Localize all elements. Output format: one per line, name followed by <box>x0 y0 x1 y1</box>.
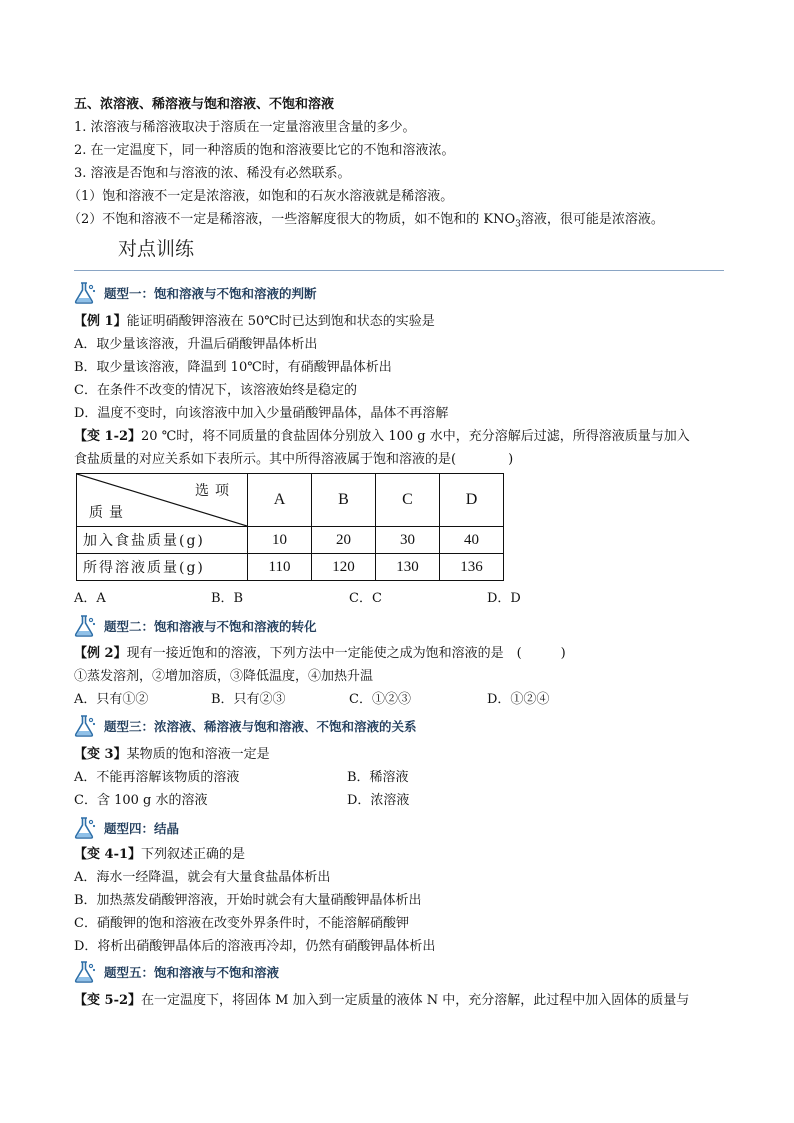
table-corner-top: 选项 <box>195 483 235 499</box>
section-point-2: 2. 在一定温度下，同一种溶质的饱和溶液要比它的不饱和溶液浓。 <box>74 143 455 158</box>
variant-1-2-stem-2: 食盐质量的对应关系如下表所示。其中所得溶液属于饱和溶液的是( ) <box>74 452 514 467</box>
section-point-1: 1. 浓溶液与稀溶液取决于溶质在一定量溶液里含量的多少。 <box>74 120 416 135</box>
heading-divider <box>74 270 724 271</box>
table-cell: 130 <box>376 554 440 581</box>
example-1-stem <box>74 313 435 331</box>
example-1-option-a: A．取少量该溶液，升温后硝酸钾晶体析出 <box>74 337 318 352</box>
question-type-1 <box>72 281 317 305</box>
variant-3-text: 某物质的饱和溶液一定是 <box>126 747 270 762</box>
question-type-3-label: 题型三：浓溶液、稀溶液与饱和溶液、不饱和溶液的关系 <box>104 719 417 734</box>
training-heading: 对点训练 <box>118 238 195 260</box>
question-type-4 <box>72 816 179 840</box>
section-point-3: 3. 溶液是否饱和与溶液的浓、稀没有必然联系。 <box>74 166 351 181</box>
option-d: D．D <box>487 591 521 606</box>
question-type-5-label: 题型五：饱和溶液与不饱和溶液 <box>104 965 280 980</box>
example-2-conditions: ①蒸发溶剂，②增加溶质，③降低温度，④加热升温 <box>74 669 374 684</box>
question-type-2-label: 题型二：饱和溶液与不饱和溶液的转化 <box>104 619 317 634</box>
variant-4-1-option-c: C．硝酸钾的饱和溶液在改变外界条件时，不能溶解硝酸钾 <box>74 916 409 931</box>
example-2-tag: 【例 2】 <box>74 646 127 661</box>
question-type-2 <box>72 614 317 638</box>
variant-1-2-text: 20 ℃时，将不同质量的食盐固体分别放入 100 g 水中，充分溶解后过滤，所得溶液质量与加入 <box>141 429 690 444</box>
variant-3-option-b: B．稀溶液 <box>347 770 409 785</box>
table-row-label: 所得溶液质量(g) <box>77 554 248 581</box>
question-type-3 <box>72 714 417 738</box>
example-1-option-c: C．在条件不改变的情况下，该溶液始终是稳定的 <box>74 383 357 398</box>
table-header-row <box>77 474 504 527</box>
table-cell: 136 <box>440 554 504 581</box>
flask-icon <box>72 281 98 305</box>
variant-1-2-stem-1 <box>74 428 690 446</box>
variant-3-stem <box>74 746 270 764</box>
option-c: C．C <box>349 591 382 606</box>
table-corner-cell <box>77 474 248 527</box>
table-header-cell: C <box>376 474 440 527</box>
variant-5-2-tag: 【变 5-2】 <box>74 993 142 1008</box>
variant-4-1-option-b: B．加热蒸发硝酸钾溶液，开始时就会有大量硝酸钾晶体析出 <box>74 893 422 908</box>
variant-4-1-stem <box>74 846 245 864</box>
example-1-option-b: B．取少量该溶液，降温到 10℃时，有硝酸钾晶体析出 <box>74 360 392 375</box>
variant-4-1-option-a: A．海水一经降温，就会有大量食盐晶体析出 <box>74 870 331 885</box>
question-type-4-label: 题型四：结晶 <box>104 821 180 836</box>
table-row <box>77 527 504 554</box>
section-point-5-pre: （2）不饱和溶液不一定是稀溶液，一些溶解度很大的物质，如不饱和的 KNO <box>68 212 516 227</box>
section-point-5-sub: 3 <box>515 219 521 230</box>
flask-icon <box>72 714 98 738</box>
salt-table <box>76 473 504 581</box>
variant-3-option-a: A．不能再溶解该物质的溶液 <box>74 770 240 785</box>
table-cell: 120 <box>312 554 376 581</box>
flask-icon <box>72 614 98 638</box>
option-c: C．①②③ <box>349 692 411 707</box>
table-header-cell: D <box>440 474 504 527</box>
table-corner-bottom: 质量 <box>89 505 129 521</box>
variant-4-1-text: 下列叙述正确的是 <box>141 847 246 862</box>
option-a: A．A <box>74 591 106 606</box>
table-cell: 40 <box>440 527 504 554</box>
section-point-5-post: 溶液，很可能是浓溶液。 <box>520 212 664 227</box>
section-point-5 <box>68 211 664 234</box>
section-point-4: （1）饱和溶液不一定是浓溶液，如饱和的石灰水溶液就是稀溶液。 <box>68 189 454 204</box>
variant-4-1-option-d: D．将析出硝酸钾晶体后的溶液再冷却，仍然有硝酸钾晶体析出 <box>74 939 436 954</box>
variant-3-option-c: C．含 100 g 水的溶液 <box>74 793 208 808</box>
table-cell: 110 <box>248 554 312 581</box>
flask-icon <box>72 816 98 840</box>
variant-5-2-text: 在一定温度下，将固体 M 加入到一定质量的液体 N 中，充分溶解，此过程中加入固体的质量与 <box>141 993 690 1008</box>
example-2-options <box>74 691 549 709</box>
table-row-label: 加入食盐质量(g) <box>77 527 248 554</box>
example-1-tag: 【例 1】 <box>74 314 127 329</box>
variant-1-2-tag: 【变 1-2】 <box>74 429 142 444</box>
option-b: B．只有②③ <box>211 692 286 707</box>
flask-icon <box>72 960 98 984</box>
variant-5-2-stem <box>74 992 689 1010</box>
table-row <box>77 554 504 581</box>
variant-1-2-options <box>74 590 521 608</box>
table-cell: 30 <box>376 527 440 554</box>
example-1-option-d: D．温度不变时，向该溶液中加入少量硝酸钾晶体，晶体不再溶解 <box>74 406 449 421</box>
example-1-text: 能证明硝酸钾溶液在 50℃时已达到饱和状态的实验是 <box>126 314 435 329</box>
option-b: B．B <box>211 591 244 606</box>
variant-3-option-d: D．浓溶液 <box>347 793 410 808</box>
table-header-cell: B <box>312 474 376 527</box>
table-cell: 20 <box>312 527 376 554</box>
option-a: A．只有①② <box>74 692 149 707</box>
table-cell: 10 <box>248 527 312 554</box>
variant-4-1-tag: 【变 4-1】 <box>74 847 142 862</box>
example-2-stem <box>74 645 566 663</box>
option-d: D．①②④ <box>487 692 550 707</box>
example-2-text: 现有一接近饱和的溶液，下列方法中一定能使之成为饱和溶液的是 ( ) <box>126 646 566 661</box>
table-header-cell: A <box>248 474 312 527</box>
section-title: 五、浓溶液、稀溶液与饱和溶液、不饱和溶液 <box>74 97 335 112</box>
variant-3-tag: 【变 3】 <box>74 747 127 762</box>
question-type-1-label: 题型一：饱和溶液与不饱和溶液的判断 <box>104 286 317 301</box>
question-type-5 <box>72 960 279 984</box>
